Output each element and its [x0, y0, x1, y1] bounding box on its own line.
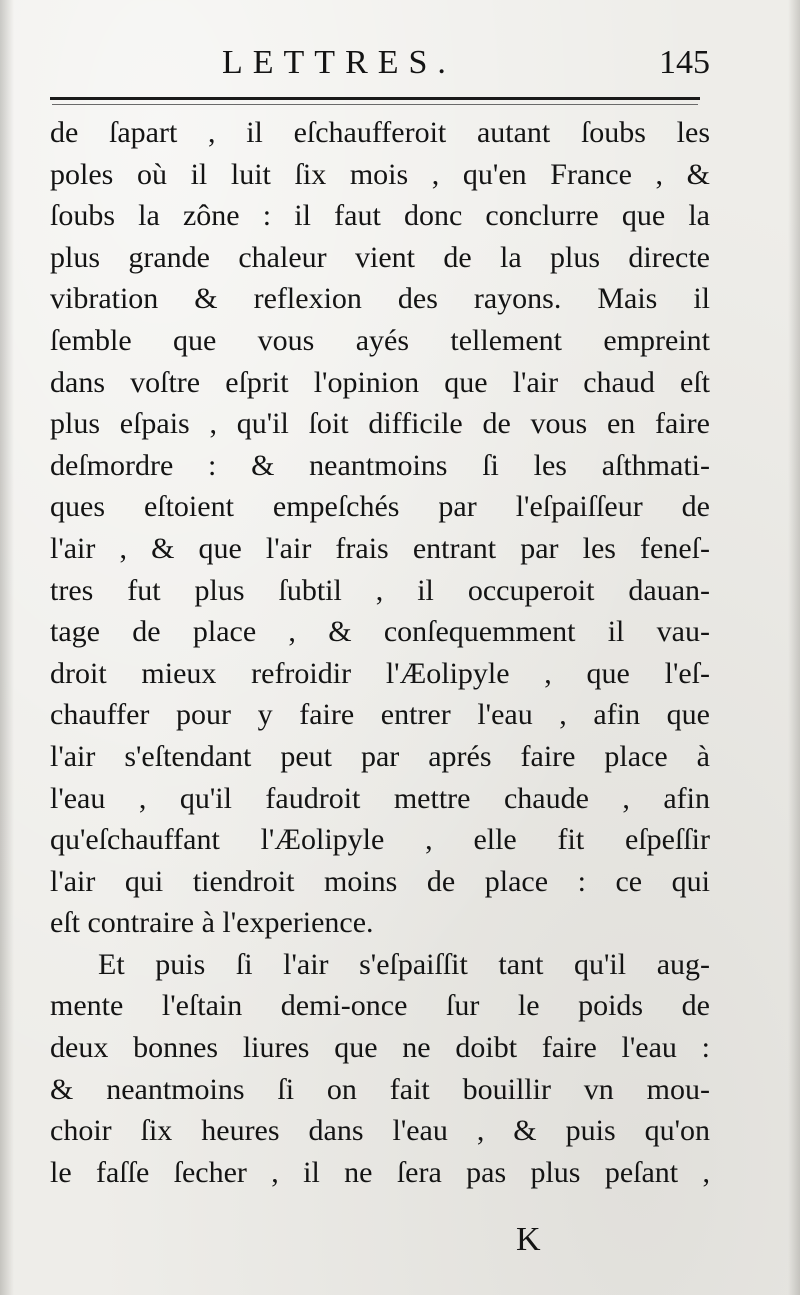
- text-line: dans voſtre eſprit l'opinion que l'air chaud eſt: [50, 365, 710, 399]
- header-rule-thin: [52, 104, 698, 105]
- text-line: deſmordre : & neantmoins ſi les aſthmati-: [50, 448, 710, 482]
- text-line-paragraph-end: eſt contraire à l'experience.: [50, 906, 374, 940]
- text-line: ques eſtoient empeſchés par l'eſpaiſſeur de: [50, 490, 710, 524]
- running-title: LETTRES.: [222, 44, 456, 81]
- header-rule: [50, 97, 700, 100]
- text-line: l'eau , qu'il faudroit mettre chaude , afin: [50, 781, 710, 815]
- text-line: vibration & reflexion des rayons. Mais il: [50, 282, 710, 316]
- text-line: tres fut plus ſubtil , il occuperoit dauan-: [50, 573, 710, 607]
- page-header: [50, 38, 710, 88]
- text-line: l'air , & que l'air frais entrant par les feneſ-: [50, 531, 710, 565]
- page-edge-shadow-right: [788, 0, 800, 1295]
- text-line: l'air qui tiendroit moins de place : ce qui: [50, 864, 710, 898]
- text-line: & neantmoins ſi on fait bouillir vn mou-: [50, 1072, 710, 1106]
- page-number: 145: [659, 44, 710, 81]
- text-line: ſoubs la zône : il faut donc conclurre que la: [50, 199, 710, 233]
- text-line: le faſſe ſecher , il ne ſera pas plus peſant ,: [50, 1155, 710, 1189]
- text-line: poles où il luit ſix mois , qu'en France , &: [50, 157, 710, 191]
- text-line: qu'eſchauffant l'Æolipyle , elle fit eſpeſſir: [50, 823, 710, 857]
- text-line: chauffer pour y faire entrer l'eau , afin que: [50, 698, 710, 732]
- text-line: de ſapart , il eſchaufferoit autant ſoubs les: [50, 116, 710, 149]
- text-line: mente l'eſtain demi-once ſur le poids de: [50, 989, 710, 1023]
- text-line: choir ſix heures dans l'eau , & puis qu'on: [50, 1114, 710, 1148]
- text-line: deux bonnes liures que ne doibt faire l'eau :: [50, 1031, 710, 1065]
- text-line: l'air s'eſtendant peut par aprés faire place à: [50, 739, 710, 773]
- page-edge-shadow-left: [0, 0, 14, 1295]
- text-line: plus eſpais , qu'il ſoit difficile de vous en faire: [50, 407, 710, 441]
- signature-mark: K: [516, 1221, 541, 1258]
- text-line: droit mieux refroidir l'Æolipyle , que l'eſ-: [50, 656, 710, 690]
- text-line: plus grande chaleur vient de la plus directe: [50, 240, 710, 274]
- body-text: [50, 112, 710, 1193]
- text-line: ſemble que vous ayés tellement empreint: [50, 323, 710, 357]
- text-line-paragraph-start: Et puis ſi l'air s'eſpaiſſit tant qu'il aug-: [98, 947, 710, 981]
- text-line: tage de place , & conſequemment il vau-: [50, 615, 710, 649]
